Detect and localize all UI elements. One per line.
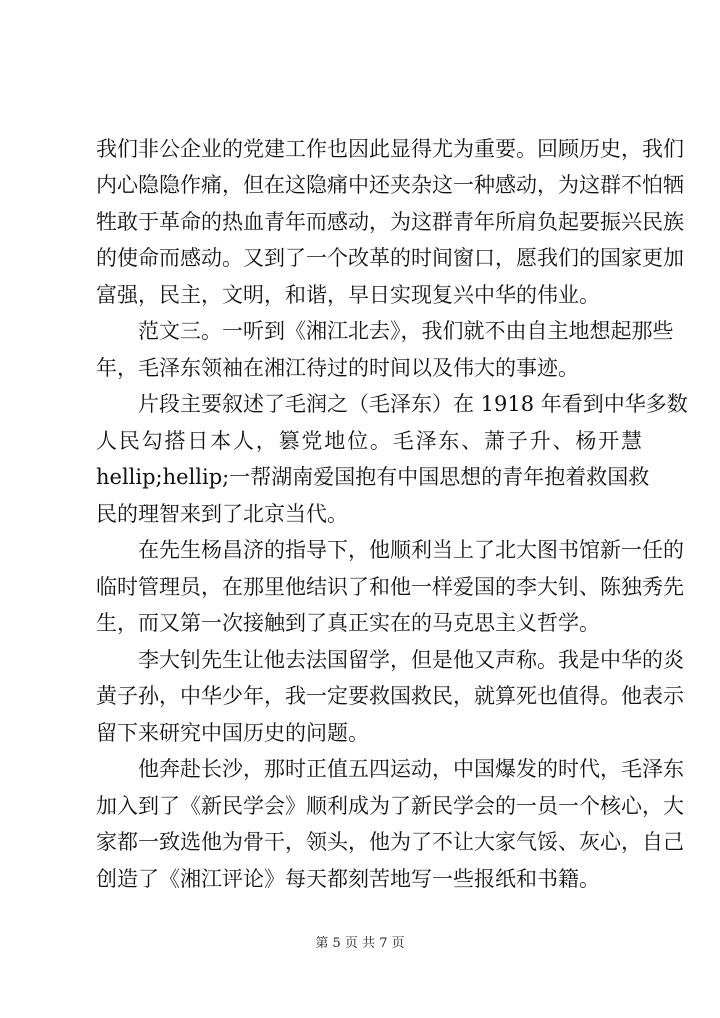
page-number-footer: 第 5 页 共 7 页 bbox=[315, 936, 405, 951]
paragraph-2-line-1: 范文三。一听到《湘江北去》，我们就不由自主地想起那些 bbox=[138, 319, 674, 343]
paragraph-5-line-1: 李大钊先生让他去法国留学，但是他又声称。我是中华的炎 bbox=[138, 648, 684, 672]
paragraph-1-line-3: 牲敢于革命的热血青年而感动，为这群青年所肩负起要振兴民族 bbox=[96, 210, 684, 234]
paragraph-4-line-2: 临时管理员，在那里他结识了和他一样爱国的李大钊、陈独秀先 bbox=[96, 575, 684, 599]
paragraph-4-line-1: 在先生杨昌济的指导下，他顺利当上了北大图书馆新一任的 bbox=[138, 538, 684, 562]
paragraph-1-line-4: 的使命而感动。又到了一个改革的时间窗口，愿我们的国家更加 bbox=[96, 246, 684, 270]
paragraph-3-line-4: 民的理智来到了北京当代。 bbox=[96, 502, 348, 526]
paragraph-5-line-3: 留下来研究中国历史的问题。 bbox=[96, 721, 369, 745]
paragraph-4-line-3: 生，而又第一次接触到了真正实在的马克思主义哲学。 bbox=[96, 611, 600, 635]
paragraph-1-line-2: 内心隐隐作痛，但在这隐痛中还夹杂这一种感动，为这群不怕牺 bbox=[96, 173, 684, 197]
paragraph-6-line-3: 家都一致选他为骨干，领头，他为了不让大家气馁、灰心，自己 bbox=[96, 830, 684, 854]
paragraph-3-line-1: 片段主要叙述了毛润之（毛泽东）在 1918 年看到中华多数 bbox=[138, 392, 688, 416]
paragraph-6-line-1: 他奔赴长沙，那时正值五四运动，中国爆发的时代，毛泽东 bbox=[138, 757, 684, 781]
paragraph-3-line-3: hellip;hellip;一帮湖南爱国抱有中国思想的青年抱着救国救 bbox=[96, 465, 650, 489]
paragraph-6-line-4: 创造了《湘江评论》每天都刻苦地写一些报纸和书籍。 bbox=[96, 867, 600, 891]
paragraph-5-line-2: 黄子孙，中华少年，我一定要救国救民，就算死也值得。他表示 bbox=[96, 684, 684, 708]
paragraph-1-line-5: 富强，民主，文明，和谐，早日实现复兴中华的伟业。 bbox=[96, 283, 600, 307]
paragraph-2-line-2: 年，毛泽东领袖在湘江待过的时间以及伟大的事迹。 bbox=[96, 356, 579, 380]
paragraph-3-line-2: 人民勾搭日本人，篡党地位。毛泽东、萧子升、杨开慧 bbox=[96, 429, 642, 453]
paragraph-1-line-1: 我们非公企业的党建工作也因此显得尤为重要。回顾历史，我们 bbox=[96, 137, 684, 161]
paragraph-6-line-2: 加入到了《新民学会》顺利成为了新民学会的一员一个核心，大 bbox=[96, 794, 684, 818]
